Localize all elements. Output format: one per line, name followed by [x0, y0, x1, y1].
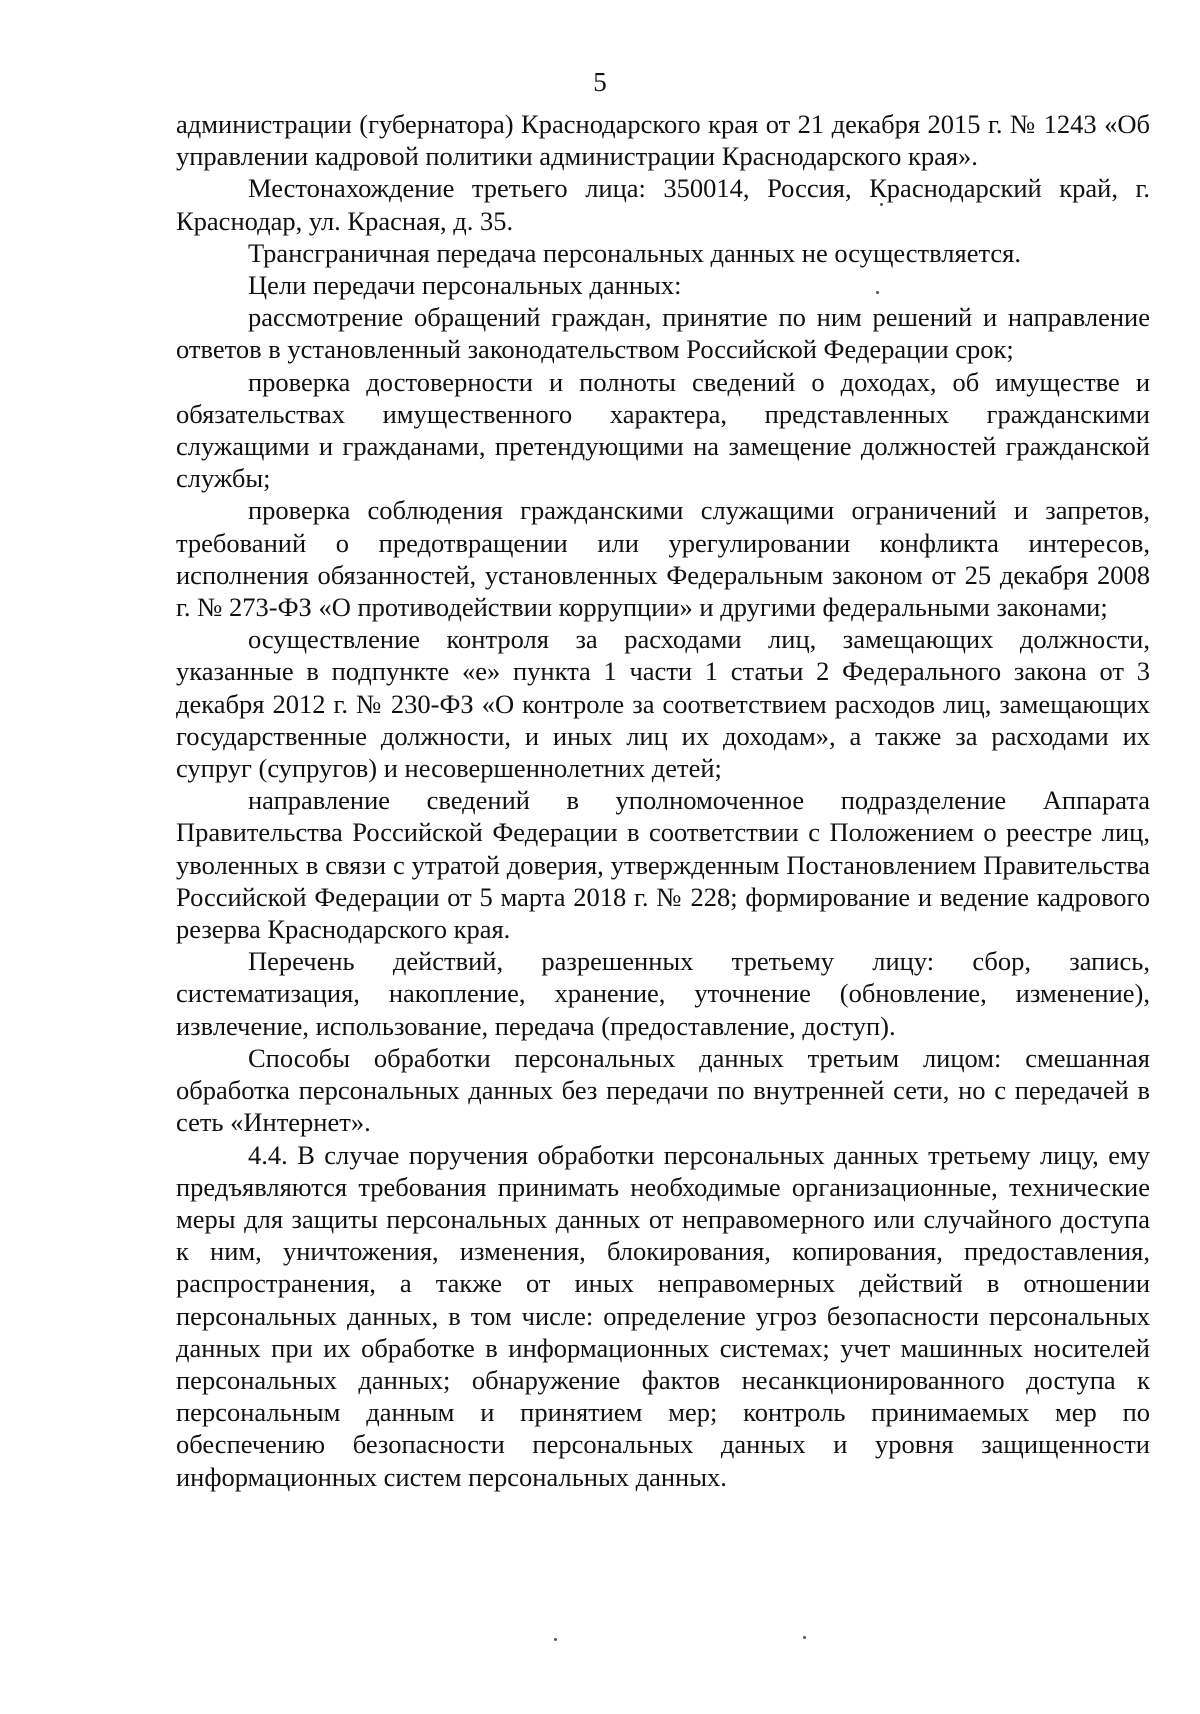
scan-speck [803, 1636, 806, 1639]
scan-speck [876, 291, 879, 294]
page-number: 5 [593, 67, 607, 97]
paragraph-purpose-restrictions-check: проверка соблюдения гражданскими служащими ограничений и запретов, требований о предотвращении или урегулировании конфликта интересов, исполнения обязанностей, установленных Федеральным законом от 25 декабря 2008 г. № 273-ФЗ «О противодействии коррупции» и другими федеральными законами; [176, 495, 1150, 623]
paragraph-purpose-income-check: проверка достоверности и полноты сведений о доходах, об имуществе и обязательствах имущественного характера, представленных гражданскими служащими и гражданами, претендующими на замещение должностей гражданской службы; [176, 366, 1150, 494]
paragraph-third-party-location: Местонахождение третьего лица: 350014, Россия, Краснодарский край, г. Краснодар, ул. Красная, д. 35. [176, 173, 1150, 236]
paragraph-purpose-expenses-control: осуществление контроля за расходами лиц, замещающих должности, указанные в подпункте «е» пункта 1 части 1 статьи 2 Федерального закона от 3 декабря 2012 г. № 230-ФЗ «О контроле за соответствием расходов лиц, замещающих государственные должности, и иных лиц их доходам», а также за расходами их супруг (супругов) и несовершеннолетних детей; [176, 624, 1150, 784]
paragraph-processing-methods: Способы обработки персональных данных третьим лицом: смешанная обработка персональных данных без передачи по внутренней сети, но с передачей в сеть «Интернет». [176, 1042, 1150, 1138]
paragraph-permitted-actions: Перечень действий, разрешенных третьему лицу: сбор, запись, систематизация, накопление, хранение, уточнение (обновление, изменение), извлечение, использование, передача (предоставление, доступ). [176, 946, 1150, 1041]
scan-speck [554, 1638, 557, 1641]
paragraph-continuation: администрации (губернатора) Краснодарского края от 21 декабря 2015 г. № 1243 «Об управлении кадровой политики администрации Краснодарского края». [176, 109, 1150, 172]
paragraph-cross-border-transfer: Трансграничная передача персональных данных не осуществляется. [248, 237, 1021, 268]
document-body [176, 108, 1150, 1493]
paragraph-purpose-registry: направление сведений в уполномоченное подразделение Аппарата Правительства Российской Федерации в соответствии с Положением о реестре лиц, уволенных в связи с утратой доверия, утвержденным Постановлением Правительства Российской Федерации от 5 марта 2018 г. № 228; формирование и ведение кадрового резерва Краснодарского края. [176, 785, 1150, 945]
paragraph-transfer-purposes-heading: Цели передачи персональных данных: [248, 270, 682, 301]
paragraph-section-4-4: 4.4. В случае поручения обработки персональных данных третьему лицу, ему предъявляются требования принимать необходимые организационные, технические меры для защиты персональных данных от неправомерного или случайного доступа к ним, уничтожения, изменения, блокирования, копирования, предоставления, распространения, а также от иных неправомерных действий в отношении персональных данных, в том числе: определение угроз безопасности персональных данных при их обработке в информационных системах; учет машинных носителей персональных данных; обнаружение фактов несанкционированного доступа к персональным данным и принятием мер; контроль принимаемых мер по обеспечению безопасности персональных данных и уровня защищенности информационных систем персональных данных. [176, 1139, 1150, 1492]
scan-speck [880, 203, 883, 206]
paragraph-purpose-appeals: рассмотрение обращений граждан, принятие по ним решений и направление ответов в установленный законодательством Российской Федерации срок; [176, 302, 1150, 365]
